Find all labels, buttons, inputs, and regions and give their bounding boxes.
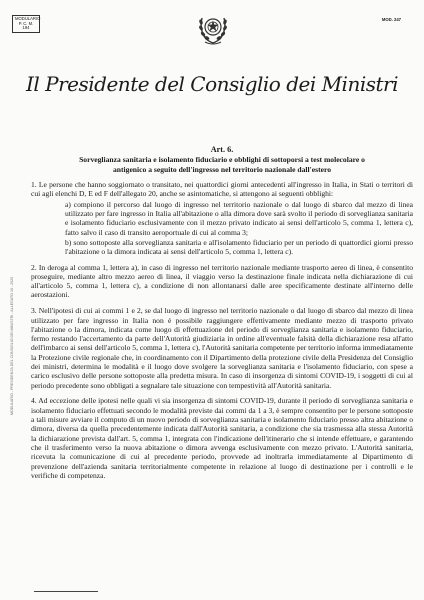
page-heading: Il Presidente del Consiglio dei Ministri [26, 72, 398, 96]
article-body [31, 145, 413, 487]
paragraph-1: 1. Le persone che hanno soggiornato o transitato, nei quattordici giorni antecedenti all'ingresso in Italia, in Stati o territori di cui agli elenchi D, E ed F dell'allegato 20, anche se asintomatiche, si attengono ai seguenti obblighi: [31, 180, 413, 199]
article-title-line-2: antigenico a seguito dell'ingresso nel territorio nazionale dall'estero [112, 164, 332, 174]
paragraph-3: 3. Nell'ipotesi di cui ai commi 1 e 2, se dal luogo di ingresso nel territorio nazionale o dal luogo di sbarco dal mezzo di linea utilizzato per fare ingresso in Italia non è possibile raggiungere effettivamente mediante mezzo di trasporto privato l'abitazione o la dimora, indicata come luogo di effettuazione del periodo di sorveglianza sanitaria e isolamento fiduciario, fermo restando l'accertamento da parte dell'Autorità giudiziaria in ordine all'eventuale falsità della dichiarazione resa all'atto dell'imbarco ai sensi dell'articolo 5, comma 1, lettera c), l'Autorità sanitaria competente per territorio informa immediatamente la Protezione civile regionale che, in coordinamento con il Dipartimento della protezione civile della Presidenza del Consiglio dei ministri, determina le modalità e il luogo dove svolgere la sorveglianza sanitaria e l'isolamento fiduciario, con spese a carico esclusivo delle persone sottoposte alla predetta misura. In caso di insorgenza di sintomi COVID-19, i soggetti di cui al periodo precedente sono obbligati a segnalare tale situazione con tempestività all'Autorità sanitaria. [31, 306, 413, 390]
article-title-line-1: Sorveglianza sanitaria e isolamento fiduciario e obblighi di sottoporsi a test molecolare o [79, 155, 365, 164]
article-number: Art. 6. [210, 145, 234, 154]
article-title [31, 155, 413, 174]
list-item-b: b) sono sottoposte alla sorveglianza sanitaria e all'isolamento fiduciario per un periodo di quattordici giorni presso l'abitazione o la dimora indicata ai sensi dell'articolo 5, comma 1, lettera c). [65, 237, 413, 257]
side-note: MODULARIO - PRESIDENZA DEL CONSIGLIO DEI MINISTRI - ALLEGATO 10 - 2020 [10, 276, 14, 415]
stamp-line-2: P. C. M. 194 [18, 20, 34, 31]
paragraph-4: 4. Ad eccezione delle ipotesi nelle quali vi sia insorgenza di sintomi COVID-19, durante il periodo di sorveglianza sanitaria e isolamento fiduciario effettuati secondo le modalità previste dai commi da 1 a 3, è sempre consentito per le persone sottoposte a tali misure avviare il computo di un nuovo periodo di sorveglianza sanitaria e isolamento fiduciario presso altra abitazione o dimora, diversa da quella precedentemente indicata dall'Autorità sanitaria, a condizione che sia trasmessa alla stessa Autorità la dichiarazione prevista dall'art. 5, comma 1, integrata con l'indicazione dell'itinerario che si intende effettuare, e garantendo che il trasferimento verso la nuova abitazione o dimora avvenga esclusivamente con mezzo privato. L'Autorità sanitaria, ricevuta la comunicazione di cui al precedente periodo, provvede ad inoltrarla immediatamente al Dipartimento di prevenzione dell'azienda sanitaria territorialmente competente in relazione al luogo di destinazione per i controlli e le verifiche di competenza. [31, 396, 413, 480]
modulario-stamp [12, 15, 40, 33]
list-item-a: a) compiono il percorso dal luogo di ingresso nel territorio nazionale o dal luogo di sbarco dal mezzo di linea utilizzato per fare ingresso in Italia all'abitazione o alla dimora dove sarà svolto il periodo di sorveglianza sanitaria e isolamento fiduciario esclusivamente con il mezzo privato indicato ai sensi dell'articolo 5, comma 1, lettera c), fatto salvo il caso di transito aeroportuale di cui al comma 3; [65, 199, 413, 237]
stamp-line-1: MODULARIO [15, 16, 41, 21]
republic-emblem-icon [196, 6, 230, 46]
form-code: MOD. 247 [381, 17, 401, 22]
paragraph-2: 2. In deroga al comma 1, lettera a), in caso di ingresso nel territorio nazionale mediante trasporto aereo di linea, è consentito proseguire, mediante altro mezzo aereo di linea, il viaggio verso la destinazione finale indicata nella dichiarazione di cui all'articolo 5, comma 1, lettera c), a condizione di non allontanarsi dalle aree specificamente destinate all'interno delle aerostazioni. [31, 262, 413, 300]
obligations-list [31, 200, 413, 257]
footnote-divider [34, 591, 98, 592]
